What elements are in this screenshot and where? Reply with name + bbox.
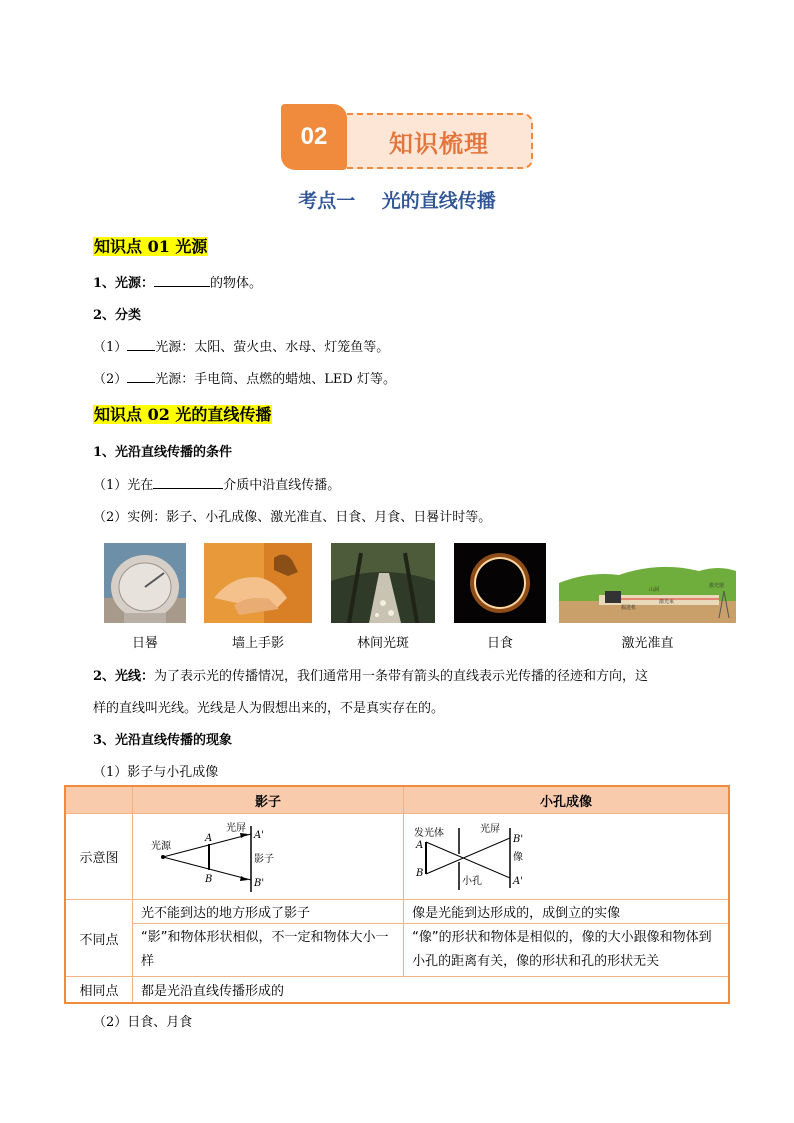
diff-shadow-2: “影”和物体形状相似，不一定和物体大小一样 (133, 924, 404, 977)
kp2-cond-suffix: 介质中沿直线传播。 (223, 478, 341, 493)
pinhole-label-a: A (416, 839, 424, 851)
ray-text1: 为了表示光的传播情况，我们通常用一条带有箭头的直线表示光传播的径迹和方向，这 (154, 669, 649, 684)
photo-caption: 墙上手影 (231, 636, 284, 651)
table-caption: （1）影子与小孔成像 (93, 765, 219, 780)
kp1-sub2-prefix: （2） (93, 372, 128, 387)
pinhole-label-b-prime: B' (513, 833, 524, 845)
kp1-item2: 2、分类 (93, 308, 142, 323)
forest-light-spots-photo (331, 543, 435, 623)
shadow-label-b: B (205, 873, 213, 885)
photo-caption: 日食 (486, 636, 513, 651)
kp1-sub1-text: 光源：太阳、萤火虫、水母、灯笼鱼等。 (155, 340, 390, 355)
table-row-difference-1 (65, 900, 729, 924)
table-row-diagram (65, 814, 729, 900)
kp1-item1 (93, 272, 262, 291)
section-title-box (347, 113, 533, 169)
shadow-label-screen: 光屏 (226, 822, 246, 834)
similarity-text: 都是光沿直线传播形成的 (133, 977, 730, 1003)
kp2-heading1: 1、光沿直线传播的条件 (93, 445, 233, 460)
table-row-difference-2 (65, 924, 729, 977)
row-label: 示意图 (65, 814, 133, 900)
fill-blank[interactable] (127, 338, 155, 351)
shadow-diagram (133, 816, 403, 898)
diff-shadow-1: 光不能到达的地方形成了影子 (133, 900, 404, 924)
kp1-title: 知识点 01 光源 (94, 237, 208, 256)
solar-eclipse-photo (454, 543, 546, 623)
pinhole-label-screen: 光屏 (480, 823, 501, 835)
diff-pinhole-2: “像”的形状和物体是相似的，像的大小跟像和物体到小孔的距离有关，像的形状和孔的形状无关 (404, 924, 729, 977)
kp1-item1-suffix: 的物体。 (210, 276, 263, 291)
pinhole-label-a-prime: A' (513, 875, 524, 887)
table-header-blank (65, 786, 133, 814)
kp2-cond-prefix: （1）光在 (93, 478, 154, 493)
pinhole-label-hole: 小孔 (462, 875, 483, 887)
laser-label-beam: 激光束 (659, 599, 675, 605)
kp2-heading (93, 402, 272, 425)
table-header-shadow: 影子 (133, 786, 404, 814)
table-row-similarity (65, 977, 729, 1003)
hand-shadow-photo (204, 543, 312, 623)
kp1-heading (93, 234, 208, 257)
fill-blank[interactable] (154, 274, 210, 287)
kp2-examples: （2）实例：影子、小孔成像、激光准直、日食、月食、日晷计时等。 (93, 510, 492, 525)
pinhole-label-b: B (416, 867, 424, 879)
laser-alignment-diagram (559, 543, 736, 623)
ray-paragraph-line2: 样的直线叫光线。光线是人为假想出来的，不是真实存在的。 (93, 701, 445, 716)
sundial-photo (104, 543, 186, 623)
shadow-label-source: 光源 (151, 840, 171, 852)
row-label: 相同点 (65, 977, 133, 1003)
kp1-sub2 (93, 368, 396, 387)
shadow-label-b-prime: B' (254, 877, 265, 889)
fill-blank[interactable] (127, 370, 155, 383)
exam-point-title: 考点一 光的直线传播 (298, 190, 496, 212)
pinhole-label-image: 像 (513, 851, 524, 863)
pinhole-diagram-cell (404, 814, 729, 900)
table-header-pinhole: 小孔成像 (404, 786, 729, 814)
diff-pinhole-1: 像是光能到达形成的，成倒立的实像 (404, 900, 729, 924)
kp2-heading3: 3、光沿直线传播的现象 (93, 733, 233, 748)
kp1-sub2-text: 光源：手电筒、点燃的蜡烛、LED 灯等。 (155, 372, 396, 387)
row-label: 不同点 (65, 900, 133, 977)
photo-caption: 林间光斑 (356, 636, 409, 651)
laser-label-cave: 山洞 (649, 587, 660, 593)
fill-blank[interactable] (153, 476, 223, 489)
kp2-title: 知识点 02 光的直线传播 (94, 405, 272, 424)
comparison-table (64, 785, 730, 1004)
photo-caption: 激光准直 (621, 636, 674, 651)
section-number: 02 (300, 123, 328, 150)
shadow-label-a-prime: A' (254, 829, 264, 841)
pinhole-label-object: 发光体 (414, 827, 445, 839)
ray-heading: 2、光线： (93, 669, 155, 684)
section-title: 知识梳理 (389, 128, 489, 158)
shadow-label-a: A (205, 832, 213, 844)
laser-label-tbm: 掘进机 (621, 605, 637, 611)
section-number-badge (281, 104, 347, 170)
kp2-condition (93, 474, 340, 493)
photo-caption: 日晷 (131, 636, 158, 651)
kp1-sub1-prefix: （1） (93, 340, 128, 355)
kp1-item1-label: 1、光源： (93, 276, 155, 291)
shadow-diagram-cell (133, 814, 404, 900)
pinhole-diagram (404, 816, 724, 898)
ray-paragraph-line1 (93, 665, 648, 684)
kp1-sub1 (93, 336, 389, 355)
table-header-row (65, 786, 729, 814)
next-subsection: （2）日食、月食 (93, 1015, 193, 1030)
shadow-label-shadow: 影子 (254, 853, 274, 865)
laser-label-laser: 激光器 (709, 583, 725, 589)
